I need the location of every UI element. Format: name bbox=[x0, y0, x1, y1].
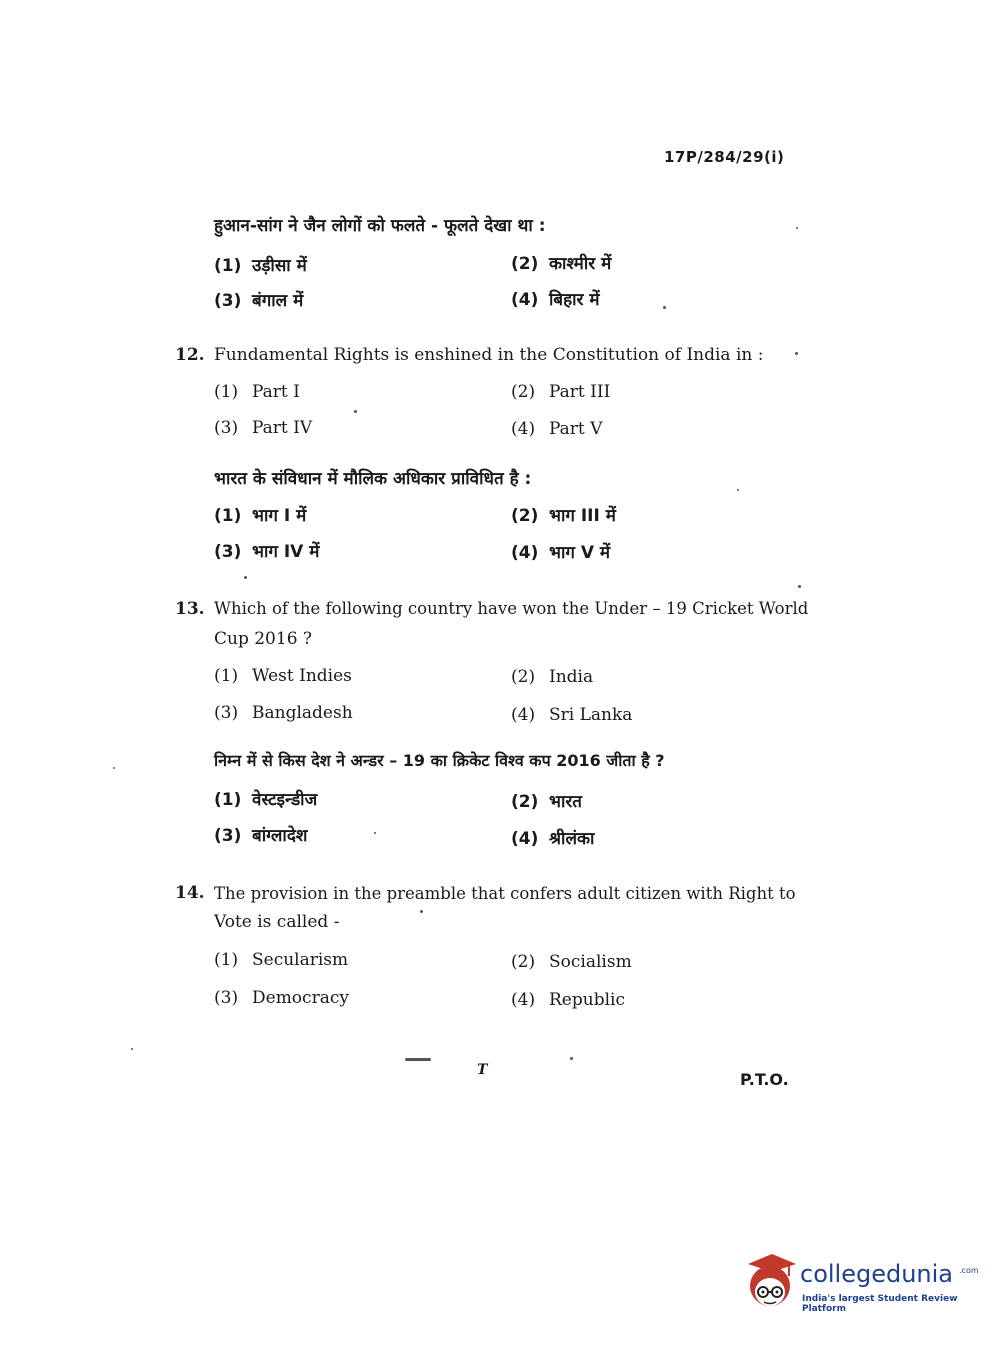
q11-hindi-question: हुआन-सांग ने जैन लोगों को फलते - फूलते देखा था : bbox=[214, 216, 546, 236]
q12-option-1: (1) Part I bbox=[214, 382, 300, 402]
q11-hindi-option-3: (3) बंगाल में bbox=[214, 291, 304, 311]
q13-hindi-question: निम्न में से किस देश ने अन्डर – 19 का क्रिकेट विश्व कप 2016 जीता है ? bbox=[214, 751, 665, 770]
page-mark: T bbox=[477, 1062, 488, 1078]
mascot-icon bbox=[742, 1250, 800, 1312]
scan-speck bbox=[405, 1058, 431, 1061]
scan-speck bbox=[795, 352, 798, 355]
q14-option-3: (3) Democracy bbox=[214, 988, 349, 1008]
q12-hindi-option-3: (3) भाग IV में bbox=[214, 542, 320, 562]
scan-speck bbox=[131, 1048, 133, 1050]
q13-hindi-option-1: (1) वेस्टइन्डीज bbox=[214, 790, 318, 810]
logo-tagline: India's largest Student Review Platform bbox=[802, 1294, 958, 1314]
q13-number: 13. bbox=[175, 599, 205, 619]
logo-dot-com: .com bbox=[959, 1266, 979, 1275]
pto-label: P.T.O. bbox=[740, 1070, 789, 1089]
q12-hindi-question: भारत के संविधान में मौलिक अधिकार प्राविधित है : bbox=[214, 469, 532, 489]
scan-speck bbox=[374, 832, 376, 834]
scan-speck bbox=[798, 585, 801, 588]
q13-question-line2: Cup 2016 ? bbox=[214, 629, 313, 649]
scan-speck bbox=[113, 767, 115, 769]
logo-name: collegedunia bbox=[800, 1260, 954, 1288]
q12-option-2: (2) Part III bbox=[511, 382, 611, 402]
scan-speck bbox=[420, 910, 423, 913]
q12-number: 12. bbox=[175, 345, 205, 365]
q13-option-2: (2) India bbox=[511, 667, 594, 687]
q12-option-4: (4) Part V bbox=[511, 419, 603, 439]
scan-speck bbox=[663, 306, 666, 309]
q12-hindi-option-1: (1) भाग I में bbox=[214, 506, 307, 526]
q14-option-4: (4) Republic bbox=[511, 990, 625, 1010]
q11-hindi-option-4: (4) बिहार में bbox=[511, 290, 600, 310]
q12-question: Fundamental Rights is enshined in the Constitution of India in : bbox=[214, 345, 764, 365]
collegedunia-logo bbox=[742, 1252, 979, 1314]
q13-hindi-option-2: (2) भारत bbox=[511, 792, 582, 812]
q14-option-1: (1) Secularism bbox=[214, 950, 349, 970]
q11-hindi-option-1: (1) उड़ीसा में bbox=[214, 256, 307, 276]
q13-question-line1: Which of the following country have won the Under – 19 Cricket World bbox=[214, 599, 809, 618]
q13-option-3: (3) Bangladesh bbox=[214, 703, 353, 723]
q14-option-2: (2) Socialism bbox=[511, 952, 632, 972]
q13-option-1: (1) West Indies bbox=[214, 666, 352, 686]
scan-speck bbox=[354, 410, 357, 413]
q14-question-line1: The provision in the preamble that confers adult citizen with Right to bbox=[214, 884, 796, 903]
q12-hindi-option-4: (4) भाग V में bbox=[511, 543, 611, 563]
scan-speck bbox=[737, 489, 739, 491]
q13-hindi-option-3: (3) बांग्लादेश bbox=[214, 826, 308, 846]
q12-option-3: (3) Part IV bbox=[214, 418, 313, 438]
scan-speck bbox=[796, 227, 798, 229]
q13-option-4: (4) Sri Lanka bbox=[511, 705, 633, 725]
q12-hindi-option-2: (2) भाग III में bbox=[511, 506, 616, 526]
scan-speck bbox=[244, 576, 247, 579]
q14-question-line2: Vote is called - bbox=[214, 912, 340, 932]
q14-number: 14. bbox=[175, 883, 205, 903]
scan-speck bbox=[570, 1057, 573, 1060]
q13-hindi-option-4: (4) श्रीलंका bbox=[511, 829, 595, 849]
paper-code: 17P/284/29(i) bbox=[664, 148, 785, 166]
q11-hindi-option-2: (2) काश्मीर में bbox=[511, 254, 612, 274]
